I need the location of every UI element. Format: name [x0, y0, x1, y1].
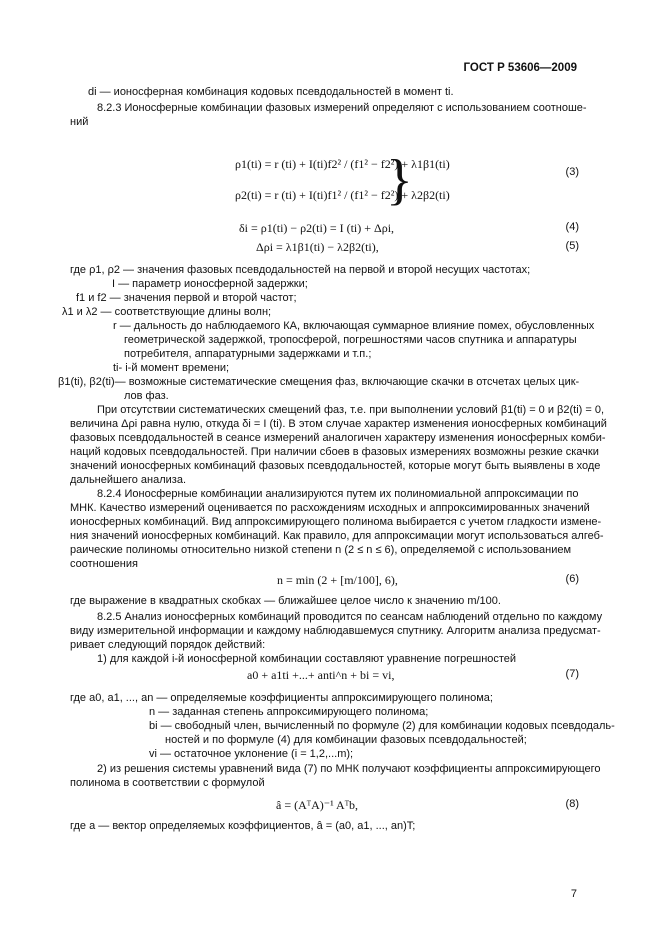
equation-number: (4): [565, 221, 579, 233]
text-line: наций кодовых псевдодальностей. При наличии сбоев в фазовых измерениях возможны резкие скачки: [70, 446, 599, 458]
document-header: ГОСТ Р 53606—2009: [463, 62, 577, 74]
text-line: раические полиномы относительно низкой степени n (2 ≤ n ≤ 6), определяемой с использованием: [70, 544, 572, 556]
equation: δi = ρ1(ti) − ρ2(ti) = I (ti) + Δρi,: [239, 221, 395, 235]
equation-brace: }: [386, 149, 413, 211]
text-line: vi — остаточное уклонение (i = 1,2,...m);: [149, 748, 354, 760]
text-line: виду измерительной информации и каждому наблюдавшемуся спутнику. Алгоритм анализа предусмат-: [70, 625, 601, 637]
text-line: где a0, a1, ..., an — определяемые коэффициенты аппроксимирующего полинома;: [70, 692, 493, 704]
equation: â = (AᵀA)⁻¹ Aᵀb,: [276, 798, 359, 812]
text-line: λ1 и λ2 — соответствующие длины волн;: [62, 306, 272, 318]
text-line: ний: [70, 116, 89, 128]
text-line: ностей и по формуле (4) для комбинации фазовых псевдодальностей;: [165, 734, 527, 746]
equation-number: (5): [565, 240, 579, 252]
text-line: значений ионосферных комбинаций фазовых псевдодальностей, которые могут быть выявлены в ходе: [70, 460, 601, 472]
text-line: ti- i-й момент времени;: [113, 362, 230, 374]
text-line: r — дальность до наблюдаемого КА, включающая суммарное влияние помех, обусловленных: [113, 320, 595, 332]
text-line: n — заданная степень аппроксимирующего полинома;: [149, 706, 429, 718]
equation-number: (8): [565, 798, 579, 810]
text-line: соотношения: [70, 558, 138, 570]
text-line: геометрической задержкой, тропосферой, погрешностями часов спутника и аппаратуры: [124, 334, 577, 346]
text-line: di — ионосферная комбинация кодовых псевдодальностей в момент ti.: [88, 86, 454, 98]
equation: Δρi = λ1β1(ti) − λ2β2(ti),: [256, 240, 379, 254]
text-line: I — параметр ионосферной задержки;: [112, 278, 308, 290]
text-line: где a — вектор определяемых коэффициентов, â = (a0, a1, ..., an)T;: [70, 820, 416, 832]
text-line: ривает следующий порядок действий:: [70, 639, 266, 651]
text-line: β1(ti), β2(ti)— возможные систематические смещения фаз, включающие скачки в отсчетах целых цик-: [58, 376, 580, 388]
equation-number: (3): [565, 166, 579, 178]
text-line: ния значений ионосферных комбинаций. Как правило, для аппроксимации могут использоваться алгеб-: [70, 530, 604, 542]
text-line: полинома в соответствии с формулой: [70, 777, 265, 789]
text-line: величина Δρi равна нулю, откуда δi = I (ti). В этом случае характер изменения ионосферных комбинаций: [70, 418, 607, 430]
text-line: 8.2.5 Анализ ионосферных комбинаций проводится по сеансам наблюдений отдельно по каждому: [97, 611, 603, 623]
equation-number: (7): [565, 668, 579, 680]
equation-number: (6): [565, 573, 579, 585]
text-line: потребителя, аппаратурными задержками и т.п.;: [124, 348, 372, 360]
text-line: 8.2.4 Ионосферные комбинации анализируются путем их полиномиальной аппроксимации по: [97, 488, 579, 500]
text-line: дальнейшего анализа.: [70, 474, 186, 486]
text-line: фазовых псевдодальностей в сеансе измерений аналогичен характеру изменения ионосферных комби-: [70, 432, 606, 444]
text-line: лов фаз.: [124, 390, 169, 402]
equation: ρ1(ti) = r (ti) + I(ti)f2² / (f1² − f2²) + λ1β1(ti): [235, 157, 450, 171]
equation: n = min (2 + [m/100], 6),: [277, 573, 398, 587]
page-number: 7: [570, 888, 577, 900]
text-line: 8.2.3 Ионосферные комбинации фазовых измерений определяют с использованием соотноше-: [97, 102, 587, 114]
text-line: 1) для каждой i-й ионосферной комбинации составляют уравнение погрешностей: [97, 653, 517, 665]
text-line: При отсутствии систематических смещений фаз, т.е. при выполнении условий β1(ti) = 0 и β2(ti) = 0,: [97, 404, 605, 416]
text-line: f1 и f2 — значения первой и второй частот;: [76, 292, 297, 304]
text-line: МНК. Качество измерений оценивается по расхождениям исходных и аппроксимированных значений: [70, 502, 590, 514]
text-line: 2) из решения системы уравнений вида (7) по МНК получают коэффициенты аппроксимирующего: [97, 763, 601, 775]
equation: ρ2(ti) = r (ti) + I(ti)f1² / (f1² − f2²) + λ2β2(ti): [235, 188, 450, 202]
text-line: ионосферных комбинаций. Вид аппроксимирующего полинома выбирается с учетом гладкости измене-: [70, 516, 602, 528]
text-line: где выражение в квадратных скобках — ближайшее целое число к значению m/100.: [70, 595, 501, 607]
text-line: где ρ1, ρ2 — значения фазовых псевдодальностей на первой и второй несущих частотах;: [70, 264, 531, 276]
equation: a0 + a1ti +...+ anti^n + bi = vi,: [247, 668, 395, 682]
text-line: bi — свободный член, вычисленный по формуле (2) для комбинации кодовых псевдодаль-: [149, 720, 615, 732]
